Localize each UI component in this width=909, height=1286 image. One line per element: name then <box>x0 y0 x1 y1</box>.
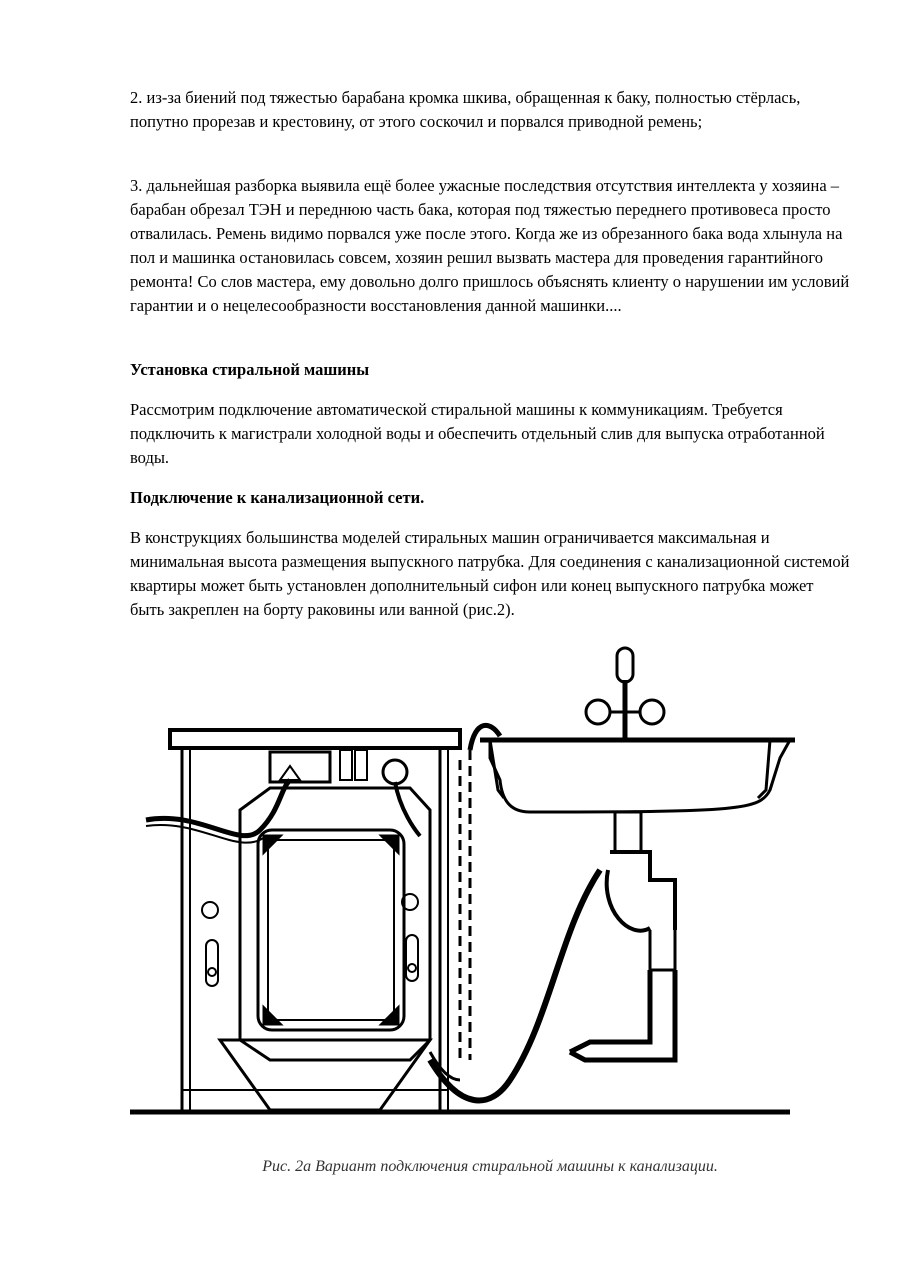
sink <box>480 648 795 812</box>
sink-basin <box>490 740 790 812</box>
machine-top-panel <box>170 730 460 748</box>
figure-washing-machine-drain-diagram <box>130 640 810 1130</box>
paragraph-item-2: 2. из-за биений под тяжестью барабана кромка шкива, обращенная к баку, полностью стёрлась, попутно прорезав и крестовину, от этого соскочил и порвался приводной ремень; <box>130 88 801 131</box>
paragraph-sewer-connection: В конструкциях большинства моделей стиральных машин ограничивается максимальная и минимальная высота размещения выпускного патрубка. Для соединения с канализационной системой квартиры может быть установлен дополнительный сифон или конец выпускного патрубка может быть закреплен на борту раковины или ванной (рис.2). <box>130 528 850 619</box>
section-heading-installation: Установка стиральной машины <box>130 360 370 379</box>
faucet-right-handle <box>640 700 664 724</box>
washing-machine <box>170 730 460 1110</box>
inlet-valve-block <box>270 752 330 782</box>
diagram-illustration <box>130 640 810 1130</box>
paragraph-installation: Рассмотрим подключение автоматической стиральной машины к коммуникациям. Требуется подключить к магистрали холодной воды и обеспечить отдельный слив для выпуска отработанной воды. <box>130 400 825 467</box>
machine-bottom-funnel <box>220 1040 430 1110</box>
machine-drum <box>258 830 404 1030</box>
figure-caption: Рис. 2а Вариант подключения стиральной машины к канализации. <box>262 1158 718 1175</box>
drain-hose <box>430 870 600 1100</box>
paragraph-item-3: 3. дальнейшая разборка выявила ещё более ужасные последствия отсутствия интеллекта у хозяина – барабан обрезал ТЭН и переднюю часть бака, которая под тяжестью переднего противовеса просто отвалилась. Ремень видимо порвался уже после этого. Когда же из обрезанного бака вода хлынула на пол и машинка остановилась совсем, хозяин решил вызвать мастера для проведения гарантийного ремонта! Со слов мастера, ему довольно долго пришлось объяснять клиенту о нарушении им условий гарантии и о нецелесообразности восстановления данной машинки.... <box>130 176 850 315</box>
faucet-left-handle <box>586 700 610 724</box>
sink-siphon <box>570 812 675 1060</box>
section-heading-sewer-connection: Подключение к канализационной сети. <box>130 488 425 507</box>
